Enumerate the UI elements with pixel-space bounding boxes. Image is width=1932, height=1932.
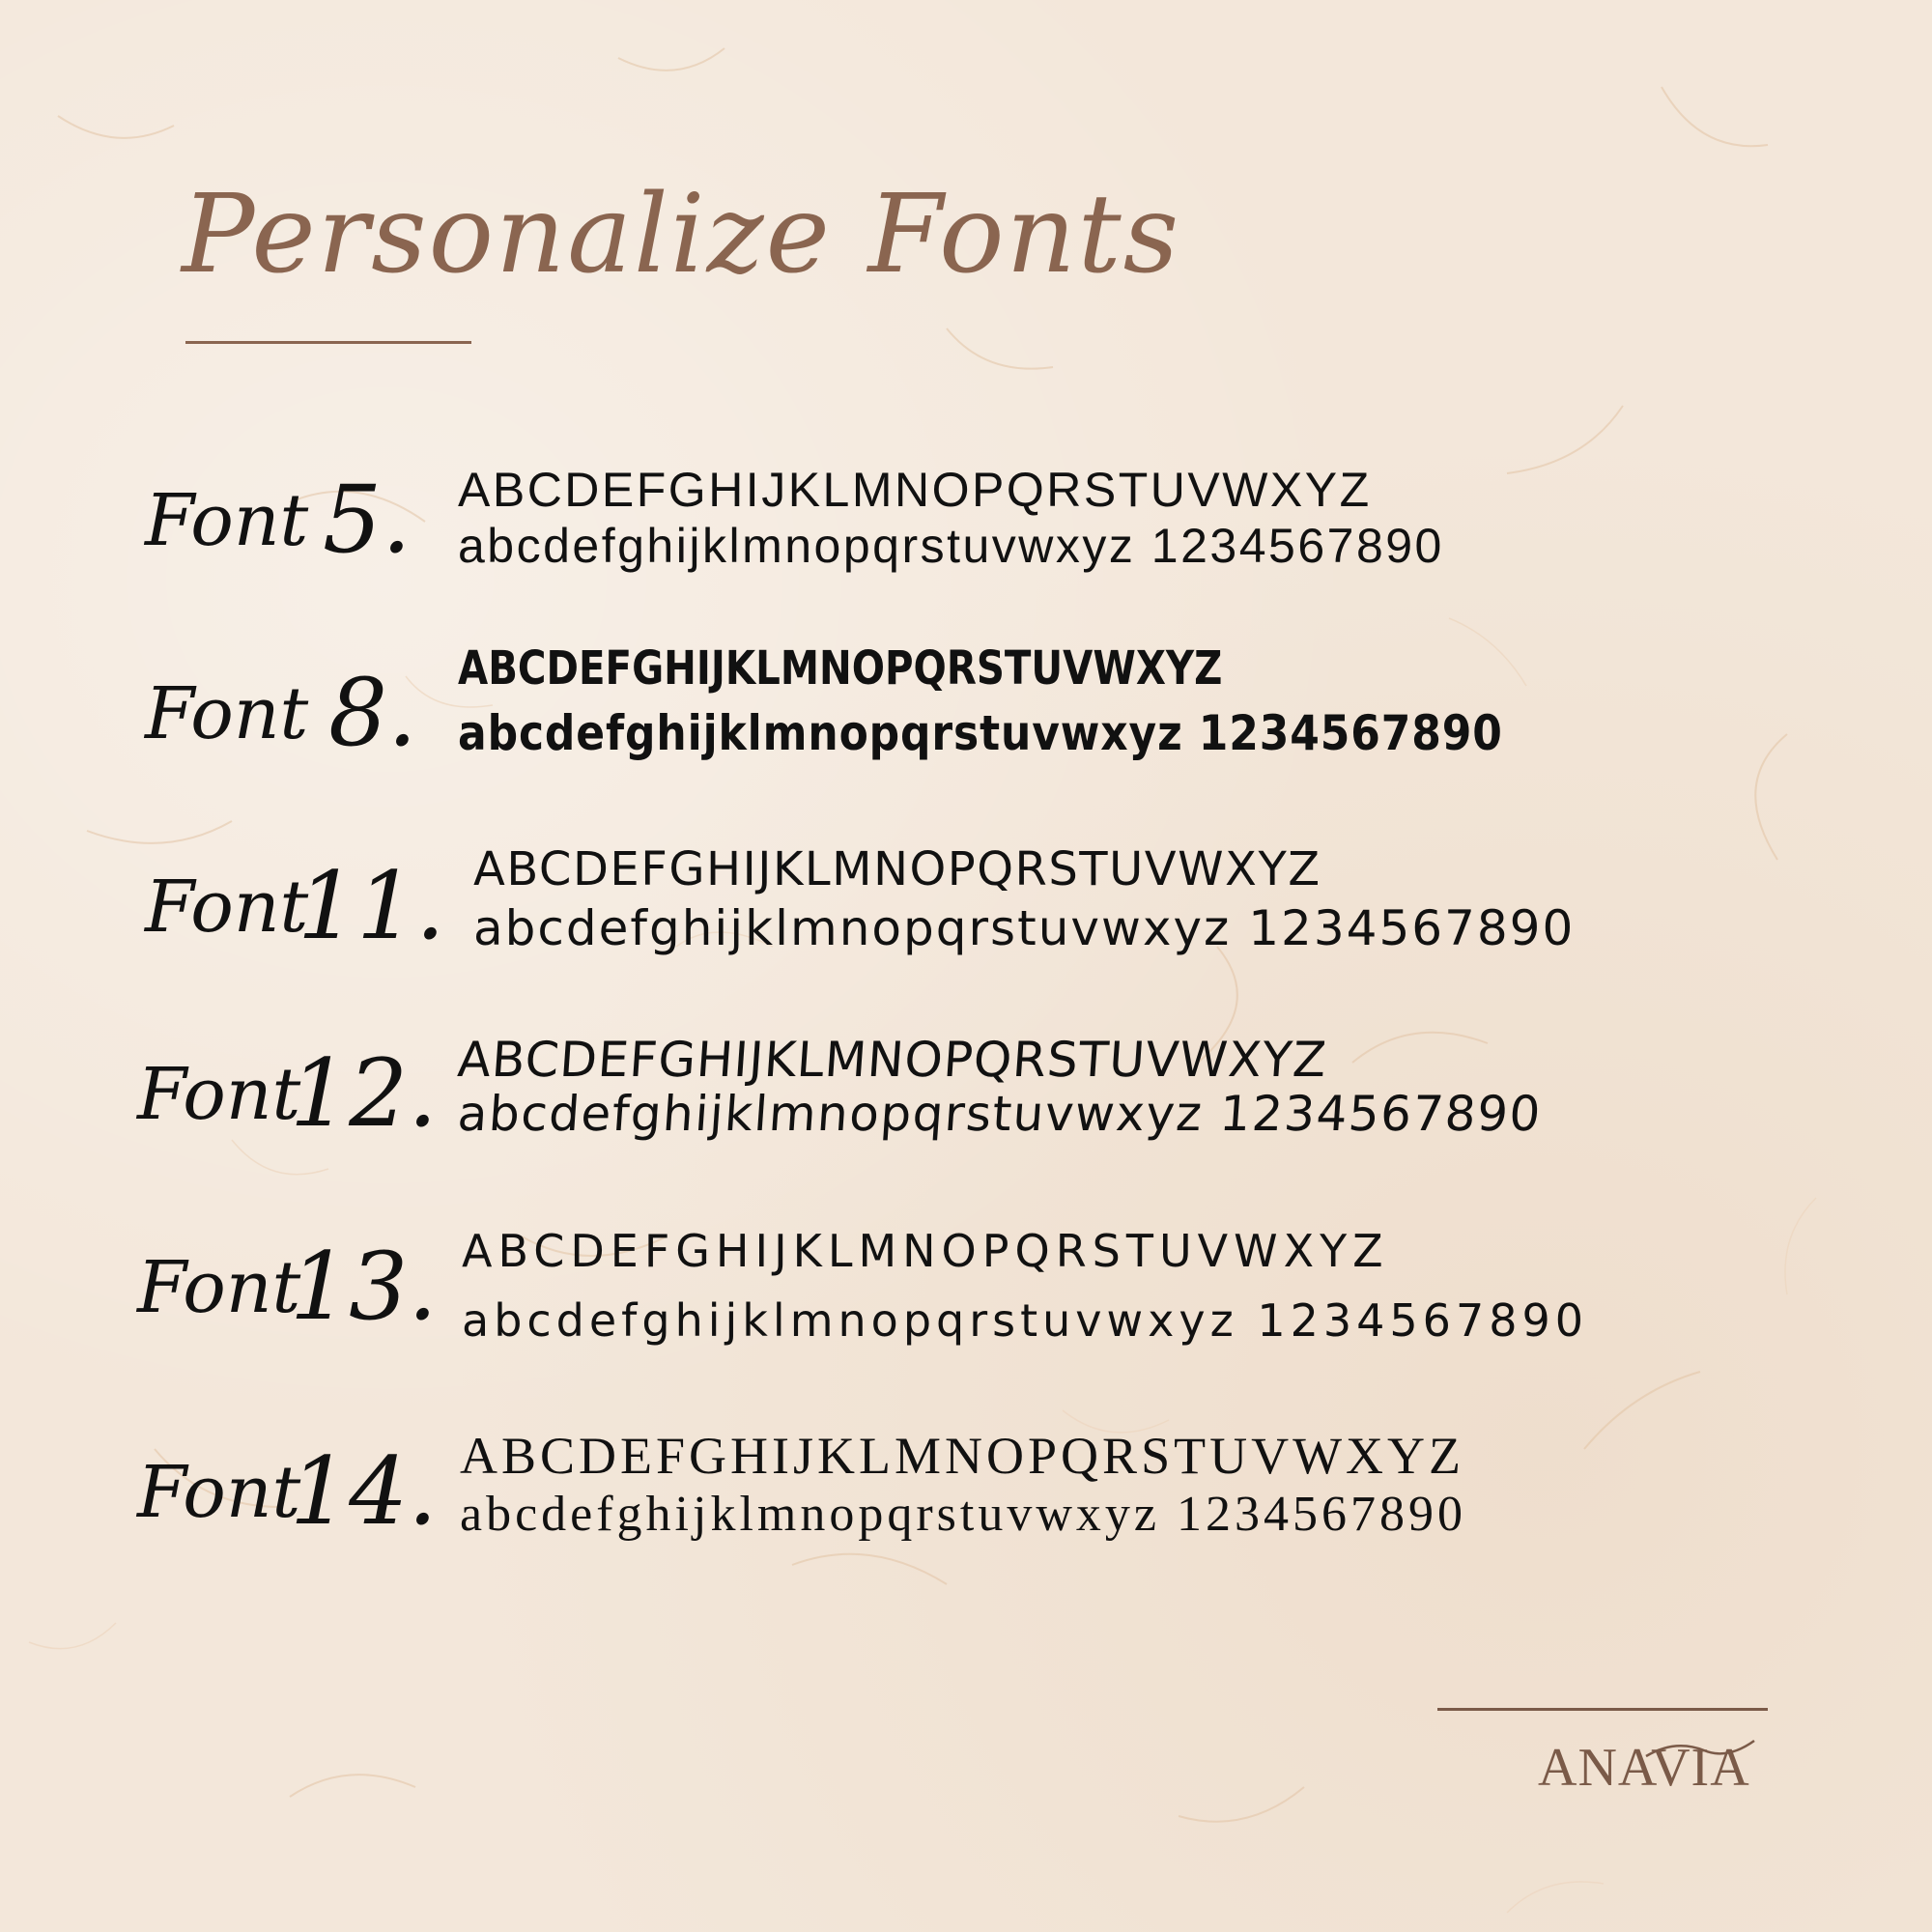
font-label: Font [145, 672, 309, 755]
title-divider [185, 341, 471, 344]
brand-logo: ANAVIA [1538, 1738, 1750, 1798]
font-label: Font [137, 1451, 301, 1534]
font-sample-lowercase: abcdefghijklmnopqrstuvwxyz 1234567890 [455, 1086, 1544, 1142]
brand-divider [1437, 1708, 1768, 1711]
font-sample-lowercase: abcdefghijklmnopqrstuvwxyz 1234567890 [460, 1487, 1466, 1542]
font-sample-lowercase: abcdefghijklmnopqrstuvwxyz 1234567890 [458, 519, 1444, 573]
font-sample-lowercase: abcdefghijklmnopqrstuvwxyz 1234567890 [473, 900, 1576, 956]
font-sample-uppercase: ABCDEFGHIJKLMNOPQRSTUVWXYZ [473, 842, 1321, 896]
font-sample-uppercase: ABCDEFGHIJKLMNOPQRSTUVWXYZ [458, 641, 1223, 696]
font-number: 13. [290, 1233, 438, 1341]
font-sample-uppercase: ABCDEFGHIJKLMNOPQRSTUVWXYZ [458, 463, 1372, 517]
font-sample-uppercase: ABCDEFGHIJKLMNOPQRSTUVWXYZ [462, 1225, 1389, 1277]
font-row-5 [0, 463, 1932, 597]
font-label: Font [145, 479, 309, 562]
font-row-12 [0, 1032, 1932, 1171]
font-label: Font [145, 866, 309, 949]
font-row-8 [0, 641, 1932, 790]
font-number: 11. [298, 852, 445, 960]
font-row-14 [0, 1427, 1932, 1569]
font-number: 12. [290, 1039, 438, 1148]
page-title: Personalize Fonts [182, 172, 1181, 298]
font-label: Font [137, 1246, 301, 1329]
font-row-13 [0, 1225, 1932, 1364]
font-number: 8. [328, 659, 417, 767]
font-sample-uppercase: ABCDEFGHIJKLMNOPQRSTUVWXYZ [455, 1032, 1329, 1088]
font-number: 5. [323, 466, 412, 574]
font-number: 14. [290, 1437, 438, 1546]
font-label: Font [137, 1053, 301, 1136]
font-sample-uppercase: ABCDEFGHIJKLMNOPQRSTUVWXYZ [460, 1427, 1465, 1485]
font-row-11 [0, 842, 1932, 983]
font-sample-lowercase: abcdefghijklmnopqrstuvwxyz 1234567890 [458, 705, 1503, 761]
font-sample-lowercase: abcdefghijklmnopqrstuvwxyz 1234567890 [462, 1294, 1589, 1347]
